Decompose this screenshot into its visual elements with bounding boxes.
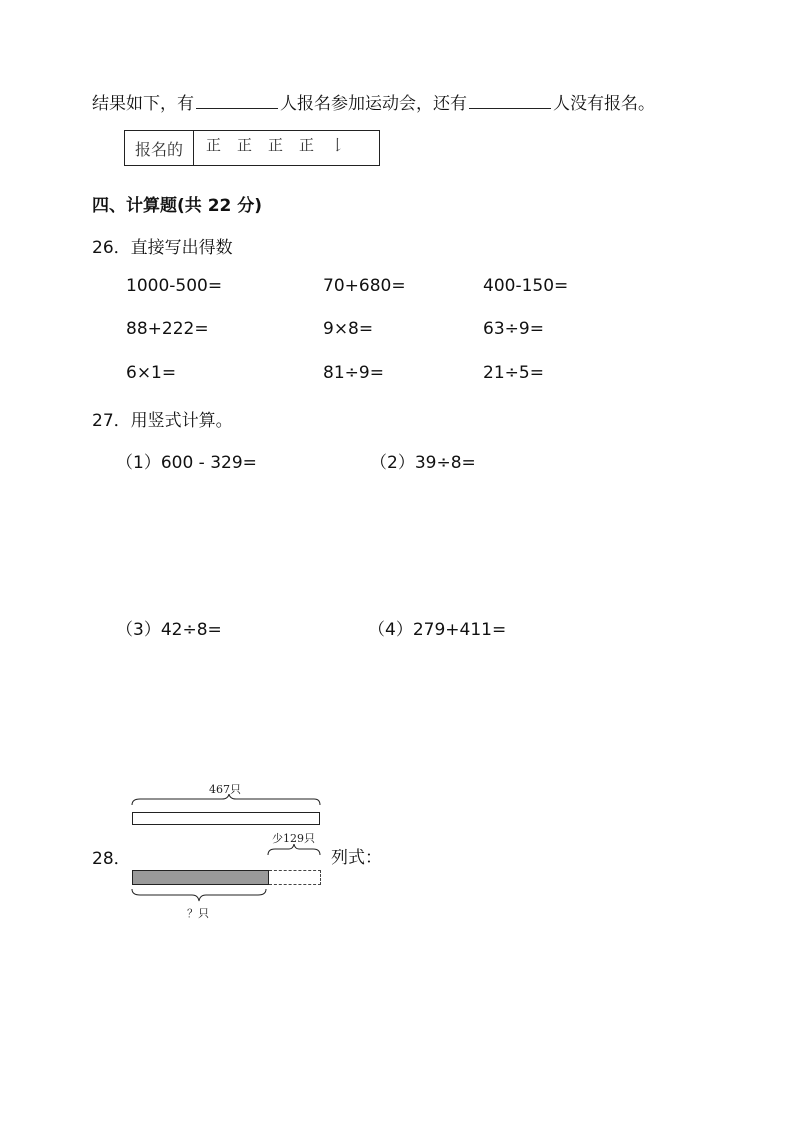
tally-mark: 正 xyxy=(206,136,222,154)
tally-mark: 正 xyxy=(299,136,315,154)
vertical-calc-item: （4）279+411= xyxy=(368,620,507,640)
formula-label: 列式： xyxy=(331,848,382,868)
sentence-part-2: 人报名参加运动会，还有 xyxy=(280,94,467,114)
equation: 70+680= xyxy=(323,276,406,296)
less-brace xyxy=(265,844,325,856)
tally-marks xyxy=(194,131,345,165)
vertical-calc-item: （2）39÷8= xyxy=(370,453,476,473)
question-28-number: 28． xyxy=(92,849,131,869)
tally-mark: 𠄌 xyxy=(330,136,346,154)
question-27-title: 27．用竖式计算。 xyxy=(92,411,233,431)
part-brace xyxy=(128,889,274,903)
tally-mark: 正 xyxy=(268,136,284,154)
vertical-calc-item: （1）600 - 329= xyxy=(116,453,257,473)
total-brace xyxy=(128,794,328,806)
total-bar xyxy=(132,812,320,825)
question-26-title: 26．直接写出得数 xyxy=(92,238,233,258)
missing-part-bar xyxy=(269,870,321,885)
part-bar xyxy=(132,870,269,885)
answer-blank-1[interactable] xyxy=(196,92,278,109)
equation: 81÷9= xyxy=(323,363,384,383)
equation: 9×8= xyxy=(323,319,374,339)
tally-mark: 正 xyxy=(237,136,253,154)
tally-table xyxy=(124,130,380,166)
section-heading: 四、计算题(共 22 分) xyxy=(92,196,263,216)
equation: 400-150= xyxy=(483,276,569,296)
less-label: 少129只 xyxy=(272,832,315,845)
fill-in-sentence xyxy=(92,89,655,114)
equation: 1000-500= xyxy=(126,276,223,296)
sentence-part-1: 结果如下，有 xyxy=(92,94,194,114)
vertical-calc-item: （3）42÷8= xyxy=(116,620,222,640)
equation: 63÷9= xyxy=(483,319,544,339)
total-label: 467只 xyxy=(209,783,241,796)
tally-label: 报名的 xyxy=(125,131,194,165)
unknown-label: ？只 xyxy=(187,907,209,920)
answer-blank-2[interactable] xyxy=(469,92,551,109)
equation: 6×1= xyxy=(126,363,177,383)
sentence-part-3: 人没有报名。 xyxy=(553,94,655,114)
equation: 88+222= xyxy=(126,319,209,339)
equation: 21÷5= xyxy=(483,363,544,383)
